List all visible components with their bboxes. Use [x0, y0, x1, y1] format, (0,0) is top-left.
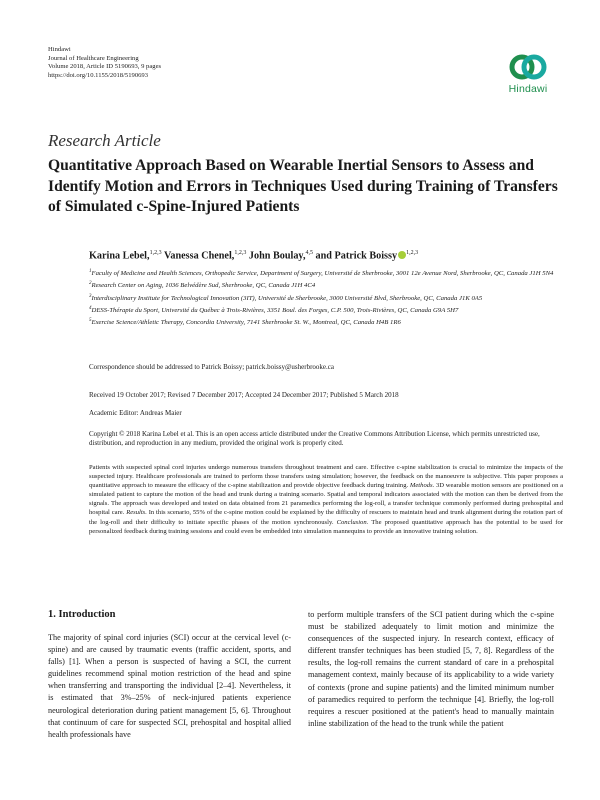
publication-dates: Received 19 October 2017; Revised 7 December 2017; Accepted 24 December 2017; Published 5 March 2018 — [89, 391, 399, 399]
affiliation-number: 3 — [89, 293, 92, 299]
author-affil-sup: 4,5 — [305, 250, 313, 256]
hindawi-logo-icon — [508, 52, 548, 82]
academic-editor: Academic Editor: Andreas Maier — [89, 409, 182, 417]
abstract-conclusion-label: Conclusion. — [336, 518, 369, 526]
affiliation-text: Exercise Science/Athletic Therapy, Concordia University, 7141 Sherbrooke St. W., Montreal, QC, Canada H4B 1R6 — [91, 319, 401, 327]
abstract-results: In this scenario, 55% of the c-spine motion could be explained by the difficulty of rescuers to maintain head and trunk alignment during the rotation part of the log-roll and their difficulty to initiate specific phases of the motion synchronously. — [89, 509, 564, 526]
affiliation-number: 2 — [89, 281, 92, 287]
author-name: and Patrick Boissy — [315, 250, 398, 262]
journal-name: Journal of Healthcare Engineering — [48, 54, 139, 62]
abstract-methods: 3D wearable motion sensors are positioned on a simulated patient to capture the motion of the head and trunk during a training scenario. Spatial and temporal indicators associated with the motion can then be derived from the signals. The approach was developed and tested on data obtained from 21 paramedics performing the log-roll, a transfer technique commonly performed during prehospital and hospital care. — [89, 482, 564, 517]
article-type: Research Article — [48, 131, 161, 150]
abstract — [89, 463, 563, 536]
introduction-left-column: The majority of spinal cord injuries (SCI) occur at the cervical level (c-spine) and are caused by traumatic events (traffic accident, sports, and falls) [1]. When a person is suspected of having a SCI, the current guidelines recommend spinal motion restriction of the head and spine when transferring and transporting the individual [2–4]. Nevertheless, it is estimated that 3%–25% of neck-injured patients experience neurological deterioration during patient management [5, 6]. Throughout that continuum of care for suspected SCI, prehospital and hospital allied health professionals have — [48, 633, 291, 739]
doi-link[interactable]: https://doi.org/10.1155/2018/5190693 — [48, 71, 149, 79]
hindawi-logo — [497, 52, 559, 95]
correspondence: Correspondence should be addressed to Patrick Boissy; patrick.boissy@usherbrooke.ca — [89, 363, 334, 371]
journal-info — [48, 46, 161, 80]
affiliation-number: 1 — [89, 269, 92, 274]
affiliation-text: DESS-Thérapie du Sport, Université du Québec à Trois-Rivières, 3351 Boul. des Forges, C.P. 500, Trois-Rivières, QC, Canada G9A 5H7 — [91, 307, 459, 315]
author-name: Karina Lebel, — [89, 250, 150, 262]
affiliation — [89, 293, 564, 304]
author-name: John Boulay, — [248, 250, 306, 262]
author-affil-sup: 1,2,3 — [234, 250, 247, 256]
affiliation — [89, 317, 564, 328]
section-heading-introduction: 1. Introduction — [48, 609, 116, 620]
affiliation-text: Interdisciplinary Institute for Technological Innovation (3IT), Université de Sherbrooke, 3000 Université Blvd, Sherbrooke, QC, Canada J1K 0A5 — [91, 294, 483, 302]
logo-text: Hindawi — [508, 83, 548, 95]
affiliation-text: Research Center on Aging, 1036 Belvédère Sud, Sherbrooke, QC, Canada J1H 4C4 — [91, 282, 316, 290]
abstract-methods-label: Methods. — [409, 482, 435, 490]
affiliation-number: 5 — [89, 318, 92, 324]
publisher-name: Hindawi — [48, 46, 71, 53]
abstract-conclusion: The proposed quantitative approach has the potential to be used for personalized feedback during training sessions and could even be embedded into simulation mannequins to provide an innovative training solution. — [89, 518, 563, 535]
affiliation-list — [89, 268, 564, 330]
affiliation — [89, 268, 564, 279]
affiliation — [89, 305, 564, 316]
affiliation-text: Faculty of Medicine and Health Sciences, Orthopedic Service, Department of Surgery, Université de Sherbrooke, 3001 12e Avenue Nord, Sherbrooke, QC, Canada J1H 5N4 — [91, 270, 554, 278]
affiliation-number: 4 — [89, 305, 92, 311]
copyright-notice: Copyright © 2018 Karina Lebel et al. This is an open access article distributed under the Creative Commons Attribution License, which permits unrestricted use, distribution, and reproduction in any medium, provided the original work is properly cited. — [89, 430, 540, 447]
abstract-intro: Patients with suspected spinal cord injuries undergo numerous transfers throughout treatment and care. Effective c-spine stabilization is crucial to minimize the impacts of the suspected injury. Healthcare professionals are trained to perform those transfers using simulation; however, the feedback on the manoeuvre is subjective. This paper proposes a quantitative approach to measure the efficacy of the c-spine stabilization and provide objective feedback during training. — [89, 464, 563, 490]
affiliation — [89, 280, 564, 291]
introduction-right-column: to perform multiple transfers of the SCI patient during which the c-spine must be stabilized adequately to limit motion and minimize the consequences of the suspected injury. In research context, efficacy of different transfer techniques has been studied [5, 7, 8]. Regardless of the results, the log-roll remains the current standard of care in a prehospital management context, mainly because of its applicability to a wide variety of contexts (prone and supine patients) and the limited minimum number of paramedics required to perform the technique [4]. Briefly, the log-roll requires a rescuer positioned at the patient's head to manually maintain inline stabilization of the head to the trunk while the patient — [308, 610, 554, 728]
author-affil-sup: 1,2,3 — [406, 250, 419, 256]
volume-line: Volume 2018, Article ID 5190693, 9 pages — [48, 63, 162, 71]
paper-title: Quantitative Approach Based on Wearable Inertial Sensors to Assess and Identify Motion and Errors in Techniques Used during Training of Transfers of Simulated c-Spine-Injured Patients — [48, 157, 558, 215]
author-affil-sup: 1,2,3 — [149, 250, 162, 256]
orcid-icon[interactable] — [398, 251, 406, 259]
abstract-results-label: Results. — [126, 509, 147, 517]
author-list — [89, 250, 569, 261]
author-name: Vanessa Chenel, — [163, 250, 235, 262]
